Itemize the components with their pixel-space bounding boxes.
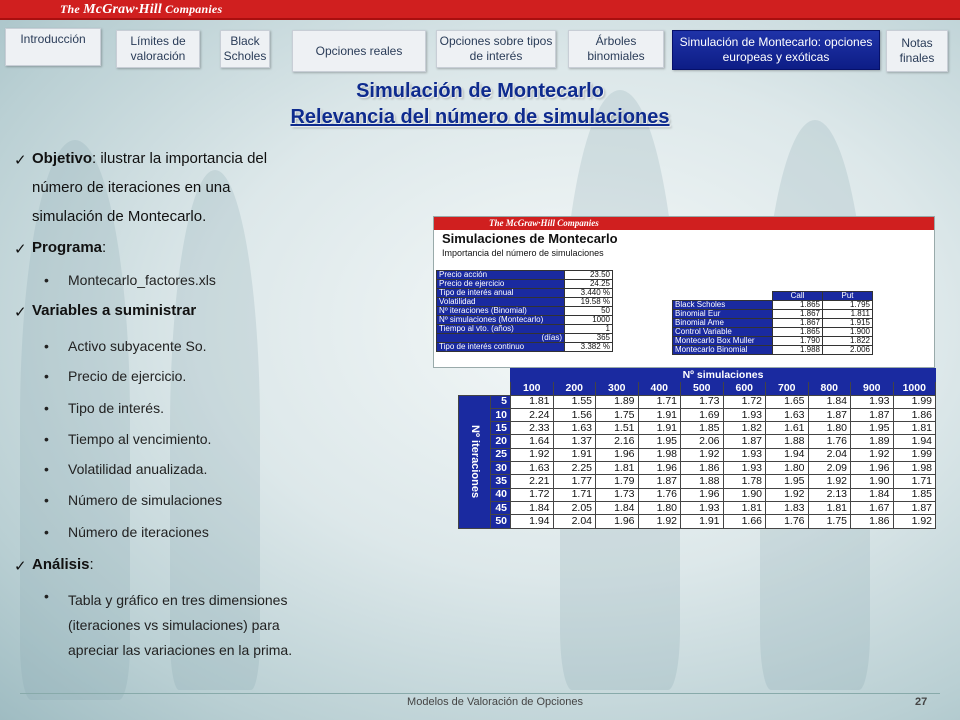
sheet-subtitle: Importancia del número de simulaciones [442,248,604,258]
grid-cell: 2.05 [553,501,596,514]
table-row: Black Scholes 1.865 1.795 [673,301,873,310]
bullet-programa: ✓ Programa: [14,239,107,258]
grid-cell: 1.87 [851,408,894,421]
grid-cell: 1.72 [723,395,766,408]
check-icon: ✓ [14,304,27,321]
table-row: Call Put [673,292,873,301]
grid-cell: 1.73 [596,488,639,501]
grid-cell: 1.93 [723,448,766,461]
table-row: Binomial Ame 1.867 1.915 [673,319,873,328]
grid-cell: 2.09 [808,462,851,475]
grid-cell: 1.96 [681,488,724,501]
grid-cell: 1.80 [638,501,681,514]
table-row: Nº simulaciones (Montecarlo) 1000 [437,316,613,325]
bullet-analisis-text: • Tabla y gráfico en tres dimensiones (iteraciones vs simulaciones) para apreciar las variaciones en la prima. [44,588,293,658]
tab-simulacion-montecarlo[interactable]: Simulación de Montecarlo: opciones europeas y exóticas [672,30,880,70]
grid-cell: 1.90 [723,488,766,501]
grid-cell: 1.91 [638,422,681,435]
grid-cell: 1.98 [893,462,936,475]
grid-cell: 1.61 [766,422,809,435]
column-header: 500 [681,382,724,395]
row-header: 5 [491,395,511,408]
tab-opciones-tipos-interes[interactable]: Opciones sobre tipos de interés [436,30,556,68]
grid-cell: 1.92 [808,475,851,488]
table-row [459,382,936,395]
grid-cell: 1.76 [808,435,851,448]
spreadsheet-snapshot [433,216,935,368]
sheet-title: Simulaciones de Montecarlo [442,231,618,246]
grid-cell: 1.71 [638,395,681,408]
column-header: 800 [808,382,851,395]
grid-cell: 1.96 [851,462,894,475]
grid-cell: 1.84 [851,488,894,501]
table-row: Tipo de interés continuo 3.382 % [437,343,613,352]
footer-title: Modelos de Valoración de Opciones [407,696,583,708]
grid-cell: 1.56 [553,408,596,421]
table-row [459,488,936,501]
grid-cell: 1.96 [638,462,681,475]
grid-cell: 1.37 [553,435,596,448]
grid-cell: 1.99 [893,448,936,461]
grid-cell: 1.93 [681,501,724,514]
bullet-variables: ✓ Variables a suministrar [14,302,197,321]
grid-cell: 1.90 [851,475,894,488]
grid-cell: 1.93 [851,395,894,408]
grid-cell: 1.72 [511,488,554,501]
bullet-dot-icon: • [44,368,49,384]
table-row [459,435,936,448]
grid-top-header: Nº simulaciones [511,369,936,382]
grid-cell: 1.75 [808,515,851,528]
grid-cell: 1.71 [893,475,936,488]
bullet-dot-icon: • [44,588,49,604]
grid-cell: 1.92 [681,448,724,461]
grid-cell: 1.78 [723,475,766,488]
bullet-dot-icon: • [44,524,49,540]
check-icon: ✓ [14,152,27,169]
check-icon: ✓ [14,558,27,575]
grid-cell: 1.63 [766,408,809,421]
tab-introduccion[interactable]: Introducción [5,28,101,66]
grid-cell: 1.91 [553,448,596,461]
grid-cell: 1.66 [723,515,766,528]
grid-cell: 1.92 [766,488,809,501]
grid-cell: 1.51 [596,422,639,435]
bullet-dot-icon: • [44,400,49,416]
table-row: Control Variable 1.865 1.900 [673,328,873,337]
bullet-dot-icon: • [44,492,49,508]
column-header: 700 [766,382,809,395]
grid-cell: 1.63 [511,462,554,475]
column-header: 1000 [893,382,936,395]
table-row [459,475,936,488]
grid-cell: 1.81 [596,462,639,475]
table-row: Precio acción 23.50 [437,271,613,280]
table-row [459,422,936,435]
grid-cell: 1.96 [596,448,639,461]
grid-cell: 1.98 [638,448,681,461]
grid-cell: 1.81 [808,501,851,514]
grid-corner [459,369,511,382]
table-row: Nº iteraciones (Binomial) 50 [437,307,613,316]
grid-corner [459,382,511,395]
grid-cell: 2.33 [511,422,554,435]
grid-cell: 1.91 [638,408,681,421]
bullet-analisis: ✓ Análisis: [14,556,94,575]
grid-cell: 1.85 [681,422,724,435]
tab-black-scholes[interactable]: Black Scholes [220,30,270,68]
grid-cell: 1.81 [511,395,554,408]
grid-cell: 1.84 [511,501,554,514]
page-subtitle: Relevancia del número de simulaciones [290,106,670,128]
grid-cell: 2.24 [511,408,554,421]
grid-cell: 1.84 [808,395,851,408]
table-row: Binomial Eur 1.867 1.811 [673,310,873,319]
footer-divider [20,693,940,694]
grid-cell: 1.94 [511,515,554,528]
grid-cell: 1.64 [511,435,554,448]
grid-cell: 2.13 [808,488,851,501]
table-row [459,408,936,421]
table-row: Tiempo al vto. (años) 1 [437,325,613,334]
grid-cell: 1.87 [893,501,936,514]
column-header: 400 [638,382,681,395]
grid-cell: 1.81 [723,501,766,514]
table-row [459,369,936,382]
table-row: (días) 365 [437,334,613,343]
grid-cell: 2.16 [596,435,639,448]
grid-side-header-label: Nº iteraciones [469,425,481,499]
grid-cell: 1.75 [596,408,639,421]
grid-cell: 2.04 [553,515,596,528]
table-row [459,448,936,461]
grid-cell: 2.21 [511,475,554,488]
row-header: 20 [491,435,511,448]
grid-cell: 1.76 [638,488,681,501]
grid-cell: 1.82 [723,422,766,435]
grid-cell: 1.65 [766,395,809,408]
bullet-dot-icon: • [44,272,49,288]
grid-cell: 1.55 [553,395,596,408]
grid-side-header [459,395,491,528]
brand-logo: The McGraw·Hill Companies [60,2,223,17]
grid-cell: 1.67 [851,501,894,514]
row-header: 35 [491,475,511,488]
grid-cell: 1.87 [723,435,766,448]
table-row [459,515,936,528]
grid-cell: 1.89 [851,435,894,448]
grid-cell: 1.93 [723,408,766,421]
grid-cell: 2.06 [681,435,724,448]
grid-cell: 1.99 [893,395,936,408]
grid-cell: 1.91 [681,515,724,528]
grid-cell: 1.92 [638,515,681,528]
grid-cell: 1.96 [596,515,639,528]
tab-limites-de-valoracion[interactable]: Límites de valoración [116,30,200,68]
grid-cell: 1.88 [681,475,724,488]
column-header: 900 [851,382,894,395]
simulations-grid [458,368,936,529]
grid-cell: 1.89 [596,395,639,408]
row-header: 15 [491,422,511,435]
table-row [459,395,936,408]
grid-cell: 1.69 [681,408,724,421]
column-header: 300 [596,382,639,395]
grid-cell: 1.95 [851,422,894,435]
sheet-brand-bar: The McGraw·Hill Companies [434,217,934,230]
grid-cell: 1.71 [553,488,596,501]
parameters-table [436,270,613,352]
page-number: 27 [915,696,928,708]
grid-cell: 1.86 [851,515,894,528]
grid-cell: 1.95 [638,435,681,448]
tab-opciones-reales[interactable]: Opciones reales [292,30,426,72]
grid-cell: 1.92 [511,448,554,461]
grid-cell: 1.85 [893,488,936,501]
check-icon: ✓ [14,241,27,258]
grid-cell: 1.92 [851,448,894,461]
row-header: 30 [491,462,511,475]
grid-cell: 1.86 [681,462,724,475]
grid-cell: 1.92 [893,515,936,528]
grid-cell: 1.88 [766,435,809,448]
grid-cell: 1.80 [766,462,809,475]
brand-bar [0,0,960,20]
grid-cell: 1.76 [766,515,809,528]
grid-cell: 2.04 [808,448,851,461]
table-row [459,501,936,514]
grid-cell: 1.79 [596,475,639,488]
grid-cell: 1.86 [893,408,936,421]
column-header: 600 [723,382,766,395]
grid-cell: 1.77 [553,475,596,488]
grid-cell: 2.25 [553,462,596,475]
row-header: 40 [491,488,511,501]
grid-cell: 1.80 [808,422,851,435]
table-row [459,462,936,475]
grid-cell: 1.95 [766,475,809,488]
page-title: Simulación de Montecarlo [356,80,604,102]
table-row: Precio de ejercicio 24.25 [437,280,613,289]
column-header: 100 [511,382,554,395]
tab-notas-finales[interactable]: Notas finales [886,30,948,72]
grid-cell: 1.94 [766,448,809,461]
column-header: 200 [553,382,596,395]
bullet-dot-icon: • [44,338,49,354]
bullet-objetivo: ✓ Objetivo: ilustrar la importancia del número de iteraciones en una simulación de Montecarlo. [14,150,268,225]
results-table [672,291,873,355]
grid-cell: 1.63 [553,422,596,435]
grid-cell: 1.94 [893,435,936,448]
bullet-dot-icon: • [44,461,49,477]
grid-cell: 1.81 [893,422,936,435]
grid-cell: 1.84 [596,501,639,514]
grid-cell: 1.87 [638,475,681,488]
tab-arboles-binomiales[interactable]: Árboles binomiales [568,30,664,68]
row-header: 45 [491,501,511,514]
table-row: Montecarlo Binomial 1.988 2.006 [673,346,873,355]
grid-cell: 1.73 [681,395,724,408]
table-row: Montecarlo Box Muller 1.790 1.822 [673,337,873,346]
grid-cell: 1.83 [766,501,809,514]
grid-cell: 1.93 [723,462,766,475]
row-header: 10 [491,408,511,421]
table-row: Tipo de interés anual 3.440 % [437,289,613,298]
table-row: Volatilidad 19.58 % [437,298,613,307]
row-header: 25 [491,448,511,461]
row-header: 50 [491,515,511,528]
grid-cell: 1.87 [808,408,851,421]
bullet-dot-icon: • [44,431,49,447]
